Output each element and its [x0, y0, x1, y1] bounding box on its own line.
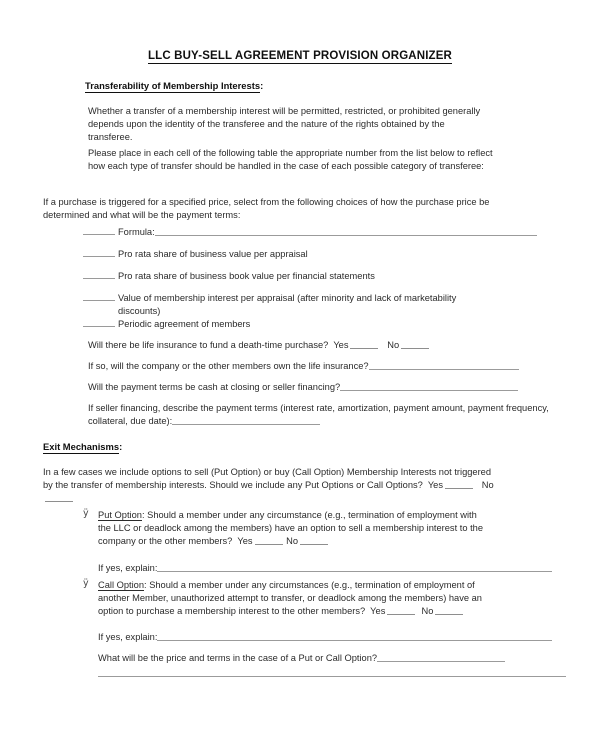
exit-intro-yes-blank[interactable] — [445, 481, 473, 489]
exit-item-put-colon: : — [141, 510, 145, 520]
question-life-insurance-no-blank[interactable] — [401, 341, 429, 349]
question-payment-terms: Will the payment terms be cash at closing or seller financing? — [88, 381, 568, 394]
bullet-arrow-icon-call: ÿ — [83, 578, 89, 589]
price-option-label-1: Pro rata share of business value per appraisal — [118, 249, 308, 259]
section-heading-transferability — [85, 80, 263, 91]
page-title — [0, 50, 600, 62]
exit-item-put-body: Should a member under any circumstance (e.g., termination of employment with the LLC or deadlock among the members) have an option to sell a membership interest to the company or the other members? — [98, 510, 483, 547]
exit-item-call-no-blank[interactable] — [435, 607, 463, 615]
price-option-fill-0[interactable] — [155, 228, 537, 236]
exit-item-put-explain: If yes, explain: — [98, 562, 568, 575]
question-life-insurance: Will there be life insurance to fund a death-time purchase? Yes No — [88, 339, 508, 352]
price-option-label-4: Periodic agreement of members — [118, 319, 251, 329]
exit-item-put-option — [98, 509, 490, 549]
bullet-arrow-icon-put: ÿ — [83, 508, 89, 519]
question-seller-financing: If seller financing, describe the payment terms (interest rate, amortization, payment amount, payment frequency, collateral, due date): — [88, 403, 549, 427]
section-heading-transferability-label: Transferability of Membership Interests — [85, 80, 261, 91]
section-heading-exit-label: Exit Mechanisms — [43, 441, 120, 452]
question-payment-terms-fill[interactable] — [340, 383, 518, 391]
price-option-blank-1[interactable] — [83, 256, 115, 257]
paragraph-transferability-1: Whether a transfer of a membership interest will be permitted, restricted, or prohibited generally depends upon the identity of the transferee and the nature of the rights obtained by the transferee. — [88, 106, 481, 143]
exit-item-call-option — [98, 579, 490, 619]
price-option-blank-4[interactable] — [83, 326, 115, 327]
exit-final-answer-line[interactable] — [98, 676, 566, 677]
exit-intro-no-label: No — [481, 480, 494, 491]
exit-intro-no-blank[interactable] — [45, 494, 73, 502]
price-option-label-2: Pro rata share of business book value per financial statements — [118, 271, 375, 281]
price-option-blank-0[interactable] — [83, 234, 115, 235]
question-life-insurance-yes-blank[interactable] — [350, 341, 378, 349]
section-heading-transferability-colon: : — [260, 80, 264, 91]
exit-final-question: What will be the price and terms in the case of a Put or Call Option? — [98, 652, 568, 665]
price-option-label-0: Formula: — [118, 226, 537, 239]
exit-item-call-explain-fill[interactable] — [157, 633, 552, 641]
price-option-blank-2[interactable] — [83, 278, 115, 279]
paragraph-exit-intro: In a few cases we include options to sell (Put Option) or buy (Call Option) Membership Interests not triggered by the transfer of membership interests. Should we include any Put Options or Call Options? Yes No — [43, 466, 495, 506]
price-option-label-3: Value of membership interest per appraisal (after minority and lack of marketability discounts) — [118, 293, 457, 317]
exit-item-call-term: Call Option — [98, 580, 144, 590]
paragraph-purchase-intro: If a purchase is triggered for a specified price, select from the following choices of how the purchase price be determined and what will be the payment terms: — [43, 197, 490, 221]
question-insurance-owner: If so, will the company or the other members own the life insurance? — [88, 360, 568, 373]
paragraph-transferability-2: Please place in each cell of the following table the appropriate number from the list below to reflect how each type of transfer should be handled in the case of each possible category of transferee: — [88, 148, 493, 172]
exit-item-call-yes-blank[interactable] — [387, 607, 415, 615]
exit-item-call-body: Should a member under any circumstances (e.g., termination of employment of another Member, unauthorized attempt to transfer, or deadlock among the members) have an option to purchase a membership interest to the other members? — [98, 580, 482, 617]
section-heading-exit — [43, 441, 122, 452]
exit-item-call-explain: If yes, explain: — [98, 631, 568, 644]
exit-item-call-no-label: No — [421, 606, 434, 617]
exit-item-call-yes-label: Yes — [370, 606, 386, 617]
exit-item-put-term: Put Option — [98, 510, 142, 520]
price-option-blank-3[interactable] — [83, 300, 115, 301]
exit-item-put-yes-blank[interactable] — [255, 537, 283, 545]
exit-final-question-fill[interactable] — [377, 654, 505, 662]
exit-item-put-no-blank[interactable] — [300, 537, 328, 545]
exit-intro-yes-label: Yes — [427, 480, 443, 491]
exit-item-put-yes-label: Yes — [237, 536, 253, 547]
question-seller-financing-fill[interactable] — [172, 417, 320, 425]
section-heading-exit-colon: : — [119, 441, 123, 452]
exit-item-put-explain-fill[interactable] — [157, 564, 552, 572]
exit-item-call-colon: : — [144, 580, 147, 590]
question-insurance-owner-fill[interactable] — [369, 362, 519, 370]
page-title-text: LLC BUY-SELL AGREEMENT PROVISION ORGANIZER — [147, 50, 453, 62]
question-life-insurance-yes-label: Yes — [333, 340, 349, 350]
exit-item-put-no-label: No — [286, 536, 299, 547]
question-life-insurance-no-label: No — [387, 340, 400, 350]
